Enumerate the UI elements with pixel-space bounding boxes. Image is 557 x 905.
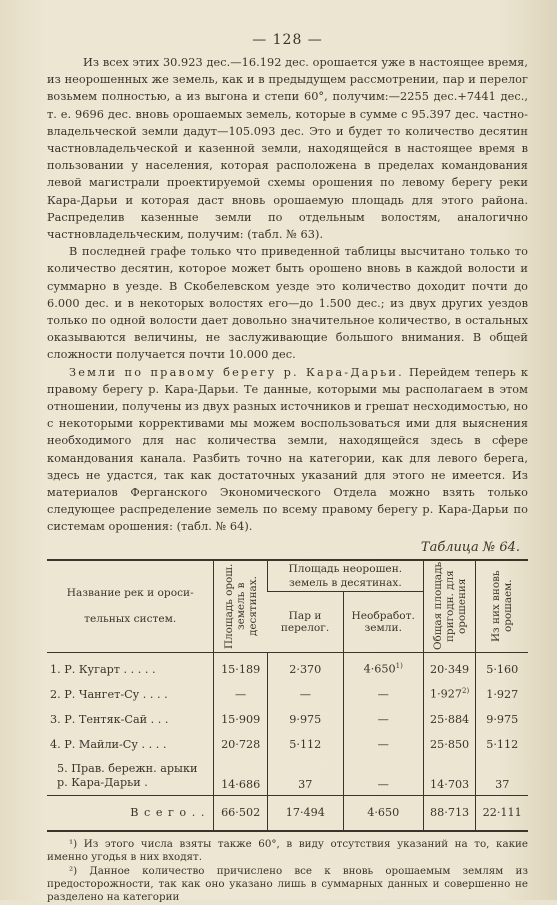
paragraph-2: В последней графе только что приведенной таблицы высчитано только то количество десятин, которое может быть орошено вновь в каждой волости и суммарно в уезде. В Скобелевском уезде это количество доходит почти до 6.000 дес. и в некоторых волостях его—до 1.500 дес.; из двух других уездов только по одной волости дает довольно значительное количество, в остальных оказываются величины, не заслуживающие большого внимания. В общей сложности получается почти 10.000 дес. bbox=[47, 245, 528, 362]
table-row: 1. Р. Кугарт . . . . . 15·189 2·370 $4\cdot 650^{1)}$ 20·349 5·160 bbox=[47, 657, 528, 682]
paragraph-3 bbox=[47, 364, 528, 536]
header-fallow: Пар и перелог. bbox=[267, 591, 343, 652]
table-total-row: В с е г о . . 66·502 17·494 4·650 88·713 22·111 bbox=[47, 795, 528, 831]
header-name bbox=[47, 560, 214, 653]
header-irrigated: Площадь орош. земель в десятинах. bbox=[214, 560, 268, 653]
section-heading: Земли по правому берегу р. Кара-Дарьи. bbox=[69, 365, 404, 379]
header-name-line2: тельных систем. bbox=[84, 613, 177, 626]
table-row: 2. Р. Чангет-Су . . . . — — — $1\cdot 927^{2)}$ 1·927 bbox=[47, 682, 528, 707]
header-new: Из них вновь орошаем. bbox=[476, 560, 528, 653]
header-name-line1: Название рек и ороси- bbox=[66, 587, 194, 600]
footnote-2: ²) Данное количество причислено все к вновь орошаемым землям из предосторожности, так как оно указано лишь в суммарных данных и совершенно не разделено на категории bbox=[47, 864, 528, 904]
header-unworked: Необработ. земли. bbox=[343, 591, 423, 652]
footnote-1: ¹) Из этого числа взяты также 60°, в виду отсутствия указаний на то, какие именно угодья в них входят. bbox=[47, 837, 528, 864]
data-table bbox=[47, 559, 528, 832]
paragraph-1: Из всех этих 30.923 дес.—16.192 дес. орошается уже в настоящее время, из неорошенных же земель, как и в предыдущем рассмотрении, пар и перелог возьмем полностью, а из выгона и степи 60°, получим:—2255 дес.+7441 дес., т. е. 9696 дес. вновь орошаемых земель, которые в сумме с 95.397 дес. частно-владельческой земли дадут—105.093 дес. Это и будет то количество десятин частновладельческой и казенной земли, находящейся в настоящее время в пользовании у населения, которая расположена в пределах командования левой магистрали проектируемой схемы орошения по левому берегу реки Кара-Дарьи и которая даст вновь орошаемую площадь для этого района. Распределив казенные земли по отдельным волостям, аналогично частновладельческим, получим: (табл. № 63). bbox=[47, 56, 528, 242]
table-row: 3. Р. Тентяк-Сай . . . 15·909 9·975 — 25·884 9·975 bbox=[47, 707, 528, 732]
header-unirrigated: Площадь неорошен. земель в десятинах. bbox=[267, 560, 423, 592]
table-row: 5. Прав. бережн. арыки р. Кара-Дарьи . 14·686 37 — 14·703 37 bbox=[47, 757, 528, 796]
page-number: — 128 — bbox=[252, 32, 323, 48]
table-row: 4. Р. Майли-Су . . . . 20·728 5·112 — 25·850 5·112 bbox=[47, 732, 528, 757]
table-caption: Таблица № 64. bbox=[420, 539, 520, 555]
header-total: Общая площадь пригодн. для орошения bbox=[423, 560, 476, 653]
paragraph-3-text: Перейдем теперь к правому берегу р. Кара-Дарьи. Те данные, которыми мы располагаем в этом отношении, получены из двух разных источников и грешат несходимостью, но с некоторыми коррективами мы можем воспользоваться ими для выяснения необходимого для нас количества земли, находящейся здесь в сфере командования канала. Разбить точно на категории, как для левого берега, здесь не удастся, так как достаточных указаний для этого не имеется. Из материалов Ферганского Экономического Отдела можно взять только следующее распределение земель по всему правому берегу р. Кара-Дарьи по системам орошения: (табл. № 64). bbox=[47, 365, 528, 534]
